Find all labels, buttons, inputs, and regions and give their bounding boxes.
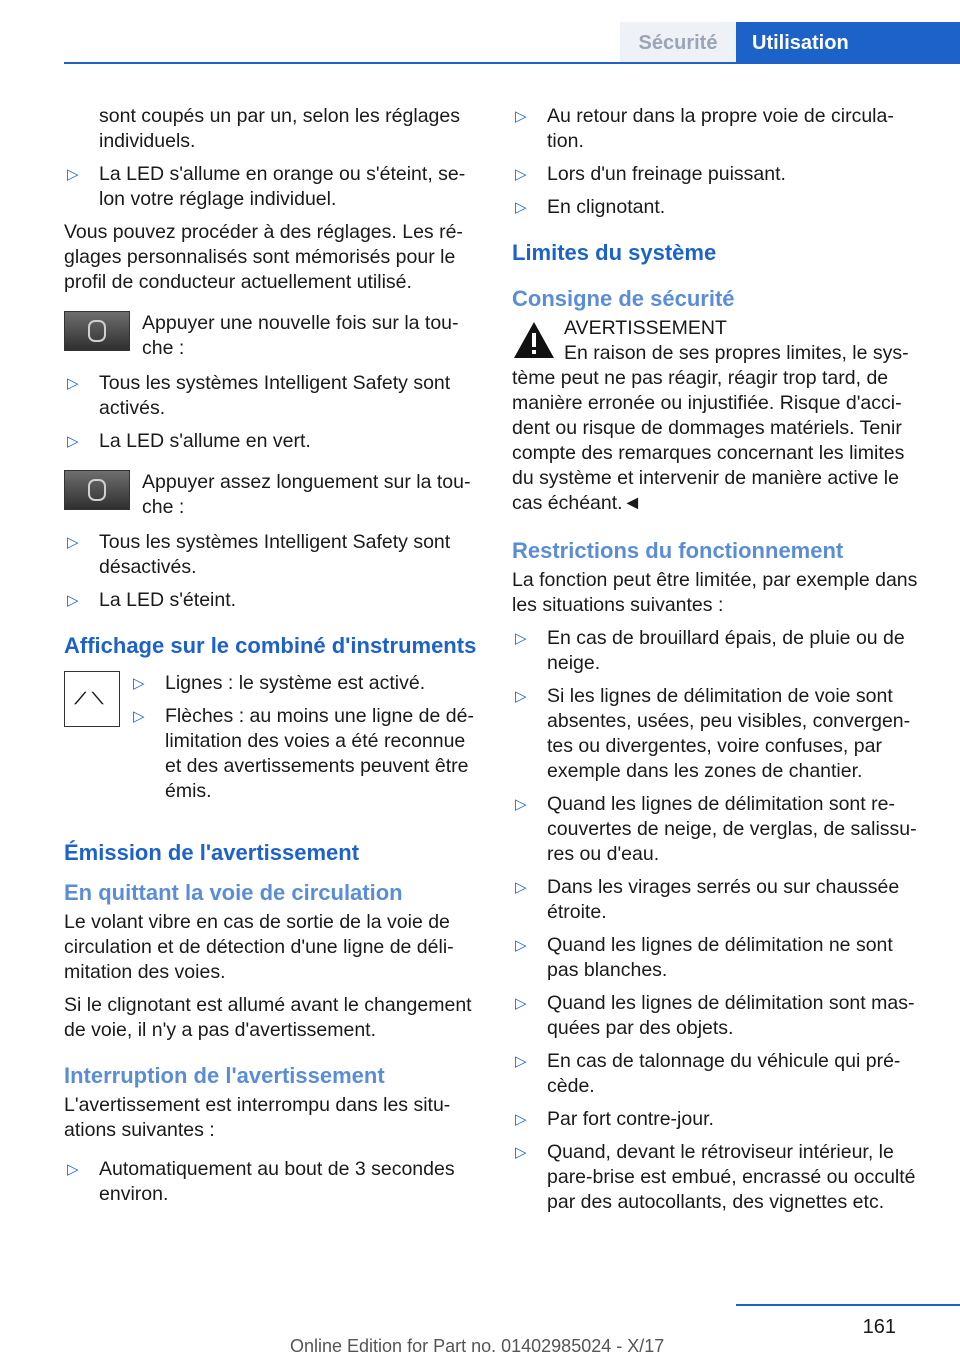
list-item: sont coupés un par un, selon les réglages individuels. [64,104,482,154]
lane-button-icon [64,470,130,510]
bullet-icon: ▷ [515,688,527,705]
edition-note: Online Edition for Part no. 01402985024 - X/17 [290,1336,665,1356]
list-item: ▷ Tous les systèmes Intelligent Safety sont activés. [64,371,482,421]
bullet-icon: ▷ [515,166,527,183]
list-item: ▷ Quand les lignes de délimitation ne sont pas blanches. [512,933,928,983]
list-item: ▷ En cas de brouillard épais, de pluie ou de neige. [512,626,928,676]
restrictions-list [512,626,928,1215]
bullet-icon: ▷ [67,166,79,183]
paragraph-restrictions: La fonction peut être limitée, par exemple dans les situations suivantes : [512,569,918,616]
heading-interruption: Interruption de l'avertissement [64,1063,385,1088]
bullet-icon: ▷ [515,796,527,813]
warning-text: tème peut ne pas réagir, réagir trop tard, de manière erronée ou injustifiée. Risque d'acci-dent ou risque de dommages matériels. Tenir compte des remarques concernant les limites du système et intervenir de manière active le cas échéant.◄ [512,367,905,514]
header-section-safety: Sécurité [620,22,736,64]
list-item: ▷ Quand les lignes de délimitation sont mas-quées par des objets. [512,991,928,1041]
list-item: ▷ Lors d'un freinage puissant. [512,162,928,187]
heading-emission: Émission de l'avertissement [64,840,360,865]
right-column [512,104,928,1223]
list-item: ▷ Si les lignes de délimitation de voie sont absentes, usées, peu visibles, convergen-tes ou divergentes, voire confuses, par exemple dans les zones de chantier. [512,684,928,784]
paragraph-vibrate: Le volant vibre en cas de sortie de la voie de circulation et de détection d'une ligne de déli-mitation des voies. [64,911,454,983]
bullet-icon [64,104,99,154]
bullet-icon: ▷ [133,675,145,692]
bullet-icon: ▷ [515,995,527,1012]
bullet-icon: ▷ [67,534,79,551]
lane-button-icon [64,311,130,351]
page-number: 161 [862,1316,896,1338]
list-item: ▷ Tous les systèmes Intelligent Safety sont désactivés. [64,530,482,580]
bullet-icon: ▷ [515,1144,527,1161]
list-item: ▷ Lignes : le système est activé. [130,671,482,696]
bullet-icon: ▷ [515,879,527,896]
bullet-icon: ▷ [67,433,79,450]
instruction-press-again: Appuyer une nouvelle fois sur la tou-che : [64,311,482,361]
bullet-icon: ▷ [67,592,79,609]
list-item: ▷ La LED s'éteint. [64,588,482,613]
paragraph-interruption: L'avertissement est interrompu dans les situ-ations suivantes : [64,1094,451,1141]
heading-system-limits: Limites du système [512,240,717,265]
left-column [64,104,482,1215]
footer-divider [736,1304,960,1306]
header-divider [64,62,960,64]
lane-lines-icon: ⟋⟍ [64,671,120,727]
heading-display: Affichage sur le combiné d'instruments [64,633,477,658]
list-item: ▷ Dans les virages serrés ou sur chaussée étroite. [512,875,928,925]
list-item: ▷ Quand les lignes de délimitation sont re-couvertes de neige, de verglas, de salissu-res ou d'eau. [512,792,928,867]
list-item: ▷ La LED s'allume en orange ou s'éteint, se-lon votre réglage individuel. [64,162,482,212]
list-item: ▷ En cas de talonnage du véhicule qui pré-cède. [512,1049,928,1099]
paragraph-settings: Vous pouvez procéder à des réglages. Les ré-glages personnalisés sont mémorisés pour le profil de conducteur actuellement utilisé. [64,221,463,293]
bullet-icon: ▷ [515,1053,527,1070]
list-item: ▷ Automatiquement au bout de 3 secondes environ. [64,1157,482,1207]
heading-safety-notice: Consigne de sécurité [512,286,735,311]
bullet-icon: ▷ [67,1161,79,1178]
bullet-icon: ▷ [515,199,527,216]
bullet-icon: ▷ [515,1111,527,1128]
warning-triangle-icon [512,320,556,360]
list-item: ▷ Par fort contre-jour. [512,1107,928,1132]
bullet-icon: ▷ [67,375,79,392]
list-item: ▷ Quand, devant le rétroviseur intérieur, le pare-brise est embué, encrassé ou occulté par des autocollants, des vignettes etc. [512,1140,928,1215]
heading-restrictions: Restrictions du fonctionnement [512,538,844,563]
bullet-icon: ▷ [133,708,145,725]
warning-block: AVERTISSEMENT En raison de ses propres limites, le sys- [512,316,928,366]
heading-leaving-lane: En quittant la voie de circulation [64,880,403,905]
list-item: ▷ La LED s'allume en vert. [64,429,482,454]
warning-title: AVERTISSEMENT [564,317,727,339]
bullet-icon: ▷ [515,630,527,647]
instruction-press-long: Appuyer assez longuement sur la tou-che : [64,470,482,520]
bullet-icon: ▷ [515,937,527,954]
header-section-usage: Utilisation [736,22,960,64]
list-item: ▷ Au retour dans la propre voie de circula-tion. [512,104,928,154]
bullet-icon: ▷ [515,108,527,125]
list-item: ▷ En clignotant. [512,195,928,220]
paragraph-indicator: Si le clignotant est allumé avant le changement de voie, il n'y a pas d'avertissement. [64,994,472,1041]
list-item: ▷ Flèches : au moins une ligne de dé-limitation des voies a été reconnue et des avertissements peuvent être émis. [130,704,482,804]
